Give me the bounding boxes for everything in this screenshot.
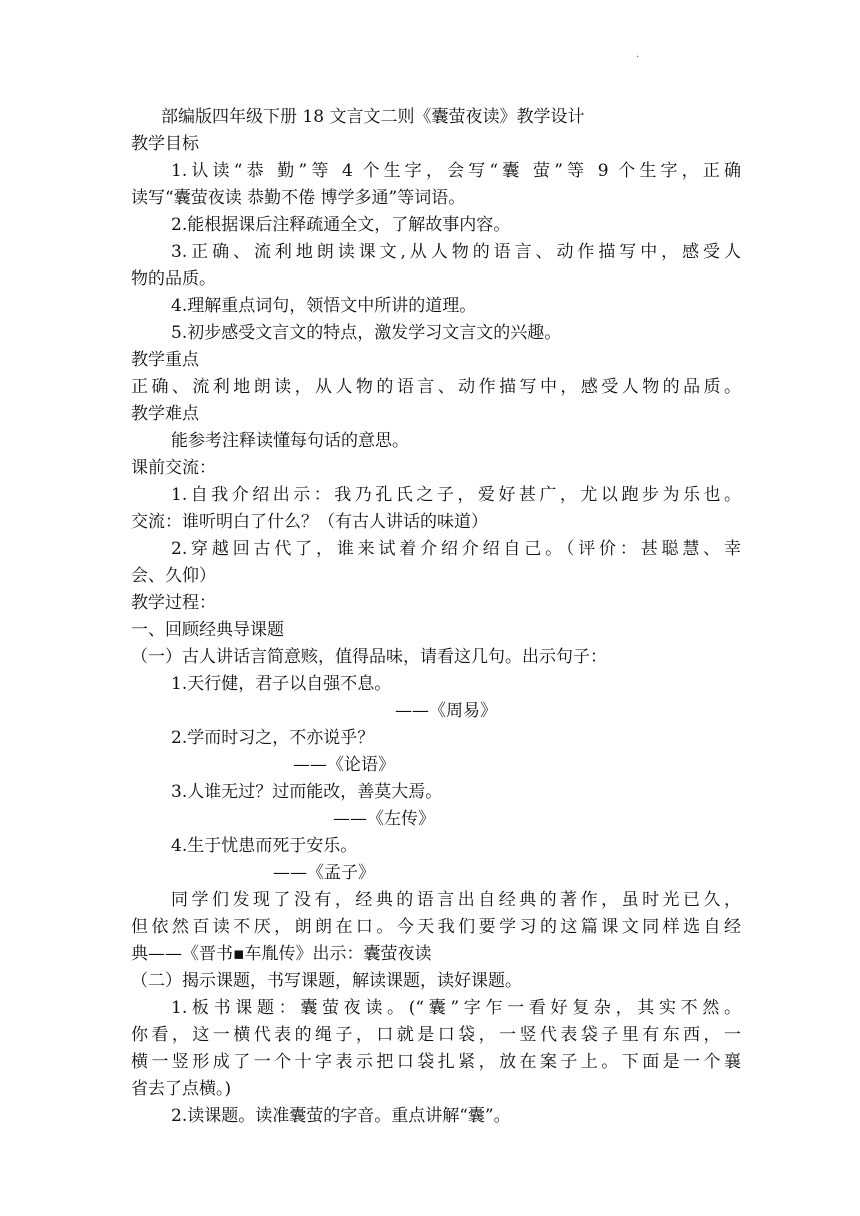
text-line: （二）揭示课题，书写课题，解读课题，读好课题。 [131,971,522,991]
text-line: 同学们发现了没有，经典的语言出自经典的著作，虽时光已久， [171,890,741,910]
text-line: ——《左传》 [333,809,435,829]
text-line: 2.穿越回古代了，谁来试着介绍介绍自己。（评价：甚聪慧、幸 [171,539,741,559]
text-line: 横一竖形成了一个十字表示把口袋扎紧，放在案子上。下面是一个襄 [131,1052,741,1072]
section-heading: 教学目标 [131,134,199,154]
text-line: 但依然百读不厌，朗朗在口。今天我们要学习的这篇课文同样选自经 [131,917,741,937]
text-line: 1.认读“恭 勤”等 4 个生字，会写“囊 萤”等 9 个生字，正确 [171,161,741,181]
section-heading: 课前交流： [131,458,216,478]
text-line: 2.读课题。读准囊萤的字音。重点讲解“囊”。 [171,1106,511,1126]
text-line: 能参考注释读懂每句话的意思。 [171,431,409,451]
text-line: 读写“囊萤夜读 恭勤不倦 博学多通”等词语。 [131,188,466,208]
text-line: ——《孟子》 [273,863,375,883]
text-line: ——《论语》 [293,755,395,775]
text-line: 正确、流利地朗读，从人物的语言、动作描写中，感受人物的品质。 [131,377,741,397]
text-line: 3.人谁无过？过而能改，善莫大焉。 [171,782,443,802]
text-line: 3.正确、流利地朗读课文,从人物的语言、动作描写中，感受人 [171,242,741,262]
text-line: 5.初步感受文言文的特点，激发学习文言文的兴趣。 [171,323,562,343]
text-line: 4.生于忧患而死于安乐。 [171,836,358,856]
text-line: ——《周易》 [395,701,497,721]
section-heading: 教学难点 [131,404,199,424]
section-heading: 教学重点 [131,350,199,370]
document-title: 部编版四年级下册 18 文言文二则《囊萤夜读》教学设计 [161,107,585,127]
text-line: （一）古人讲话言简意赅，值得品味，请看这几句。出示句子： [131,647,607,667]
section-heading: 一、回顾经典导课题 [131,620,284,640]
text-line: 物的品质。 [131,269,216,289]
text-line: 1.天行健，君子以自强不息。 [171,674,392,694]
page-mark: · [636,52,640,63]
text-line: 典——《晋书▪车胤传》出示：囊萤夜读 [131,944,432,964]
text-line: 2.学而时习之，不亦说乎？ [171,728,375,748]
text-line: 4.理解重点词句，领悟文中所讲的道理。 [171,296,477,316]
text-line: 会、久仰） [131,566,216,586]
text-line: 你看，这一横代表的绳子，口就是口袋，一竖代表袋子里有东西，一 [131,1025,741,1045]
text-line: 交流：谁听明白了什么？（有古人讲话的味道） [131,512,488,532]
text-line: 省去了点横。) [131,1079,232,1099]
section-heading: 教学过程： [131,593,216,613]
text-line: 2.能根据课后注释疏通全文，了解故事内容。 [171,215,511,235]
text-line: 1.自我介绍出示：我乃孔氏之子，爱好甚广，尤以跑步为乐也。 [171,485,741,505]
document-body [131,104,741,1130]
text-line: 1.板书课题：囊萤夜读。(“囊”字乍一看好复杂，其实不然。 [171,998,741,1018]
